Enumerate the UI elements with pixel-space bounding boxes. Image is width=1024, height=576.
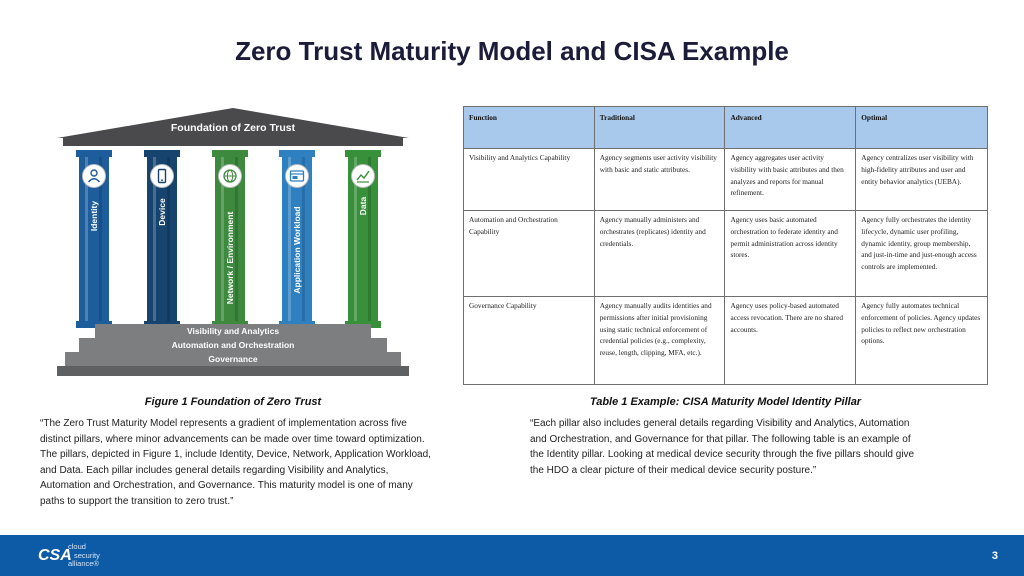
table-cell: Visibility and Analytics Capability [464, 149, 595, 211]
application-window-icon [285, 164, 309, 188]
table-cell: Agency segments user activity visibility with basic and static attributes. [594, 149, 725, 211]
csa-logo [38, 542, 128, 573]
table-cell: Automation and Orchestration Capability [464, 211, 595, 297]
table-header-cell: Function [464, 107, 595, 149]
table-cell: Agency uses policy-based automated access revocation. There are no shared accounts. [725, 297, 856, 385]
maturity-model-table [463, 106, 988, 385]
step-automation-orchestration: Automation and Orchestration [79, 338, 387, 352]
network-globe-icon [218, 164, 242, 188]
table-row [464, 297, 988, 385]
figure-caption: Figure 1 Foundation of Zero Trust [144, 396, 322, 408]
right-quote-text: “Each pillar also includes general details regarding Visibility and Analytics, Automation and Orchestration, and Governance for that pillar. The following table is an example of the Identity pillar. Looking at medical device security through the five pillars should give the HDO a clear picture of their medical device security posture.” [530, 418, 915, 476]
table-header-cell: Optimal [856, 107, 988, 149]
table-cell: Agency manually audits identities and permissions after initial provisioning using static technical enforcement of credential policies (e.g., complexity, reuse, length, clipping, MFA, etc.). [594, 297, 725, 385]
table-header-cell: Traditional [594, 107, 725, 149]
logo-mark: CSA [38, 547, 72, 564]
table-cell: Agency uses basic automated orchestration to federate identity and permit administration across identity stores. [725, 211, 856, 297]
pillar-data: Data [348, 150, 378, 328]
table-cell: Agency centralizes user visibility with high-fidelity attributes and user and entity behavior analytics (UEBA). [856, 149, 988, 211]
temple-base [57, 366, 409, 376]
table-row [464, 211, 988, 297]
table-cell: Agency aggregates user activity visibility with basic attributes and then analyzes and reports for manual refinement. [725, 149, 856, 211]
table-cell: Agency fully automates technical enforcement of policies. Agency updates policies to reflect new orchestration options. [856, 297, 988, 385]
mobile-device-icon [150, 164, 174, 188]
logo-words: cloud security alliance® [68, 542, 100, 568]
data-chart-icon [351, 164, 375, 188]
slide-title: Zero Trust Maturity Model and CISA Example [235, 36, 789, 66]
zero-trust-foundation-figure [57, 108, 409, 376]
footer-bar [0, 535, 1024, 576]
table-row [464, 149, 988, 211]
pillar-network-environment: Network / Environment [215, 150, 245, 328]
step-governance: Governance [65, 352, 401, 366]
table-caption: Table 1 Example: CISA Maturity Model Identity Pillar [589, 396, 862, 408]
table-header-cell: Advanced [725, 107, 856, 149]
table-cell: Agency manually administers and orchestrates (replicates) identity and credentials. [594, 211, 725, 297]
roof-label: Foundation of Zero Trust [170, 122, 296, 134]
table-cell: Governance Capability [464, 297, 595, 385]
user-icon [82, 164, 106, 188]
pillar-identity: Identity [79, 150, 109, 328]
left-quote-text: “The Zero Trust Maturity Model represents a gradient of implementation across five distinct pillars, where minor advancements can be made over time toward optimization. The pillars, depicted in Figure 1, include Identity, Device, Network, Application Workload, and Data. Each pillar includes general details regarding Visibility and Analytics, Automation and Orchestration, and Governance. This maturity model is one of many paths to support the transition to zero trust.” [40, 418, 431, 507]
table-cell: Agency fully orchestrates the identity lifecycle, dynamic user profiling, dynamic identity, group membership, and just-in-time and just-enough access controls are implemented. [856, 211, 988, 297]
step-visibility-analytics: Visibility and Analytics [95, 324, 371, 338]
page-number: 3 [991, 550, 998, 562]
pillar-application-workload: Application Workload [282, 150, 312, 328]
table-header-row [464, 107, 988, 149]
pillar-device: Device [147, 150, 177, 328]
